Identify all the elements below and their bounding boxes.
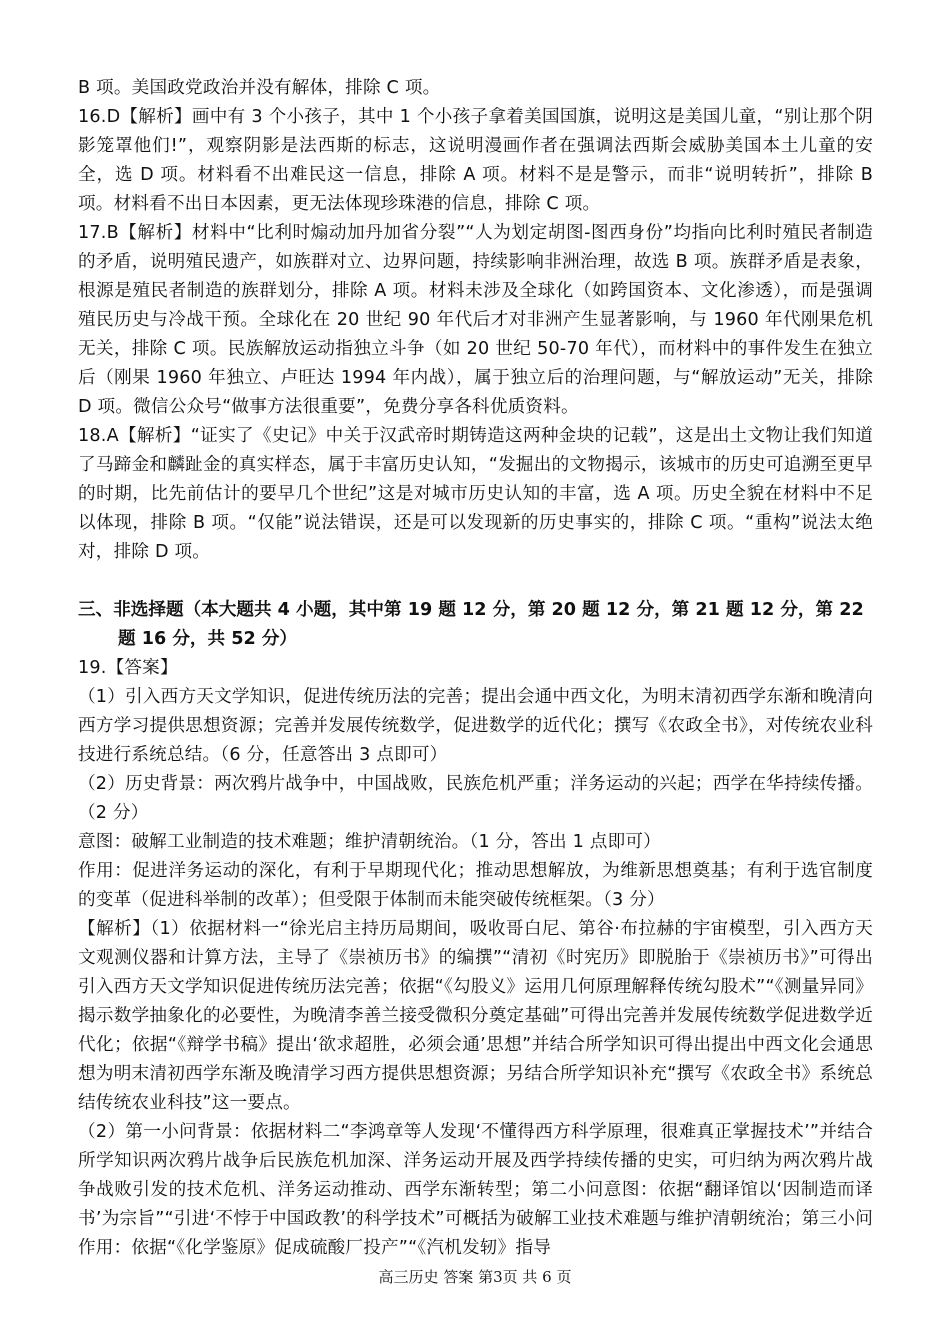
answer-18: 18.A【解析】“证实了《史记》中关于汉武帝时期铸造这两种金块的记载”，这是出土文物让我们知道了马蹄金和麟趾金的真实样态，属于丰富历史认知，“发掘出的文物揭示，该城市的历史可追溯至更早的时期，比先前估计的要早几个世纪”这是对城市历史认知的丰富，选 A 项。历史全貌在材料中不足以体现，排除 B 项。“仅能”说法错误，还是可以发现新的历史事实的，排除 C 项。“重构”说法太绝对，排除 D 项。 (78, 426, 873, 562)
paragraph-b-continuation: B 项。美国政党政治并没有解体，排除 C 项。 (78, 78, 441, 98)
analysis-19-part-1: 【解析】（1）依据材料一“徐光启主持历局期间，吸收哥白尼、第谷·布拉赫的宇宙模型，引入西方天文观测仪器和计算方法，主导了《崇祯历书》的编撰”“清初《时宪历》即脱胎于《崇祯历书》”可得出引入西方天文学知识促进传统历法完善；依据“《勾股义》运用几何原理解释传统勾股术”“《测量异同》揭示数学抽象化的必要性，为晚清李善兰接受微积分奠定基础”可得出完善并发展传统数学促进数学近代化；依据“《辩学书稿》提出‘欲求超胜，必须会通’思想”并结合所学知识可得出提出中西文化会通思想为明末清初西学东渐及晚清学习西方提供思想资源；另结合所学知识补充“撰写《农政全书》系统总结传统农业科技”这一要点。 (78, 919, 873, 1113)
answer-19-part-2-intent: 意图：破解工业制造的技术难题；维护清朝统治。（1 分，答出 1 点即可） (78, 832, 661, 852)
answer-19-heading: 19.【答案】 (78, 658, 178, 678)
analysis-19-part-2: （2）第一小问背景：依据材料二“李鸿章等人发现‘不懂得西方科学原理，很难真正掌握技术’”并结合所学知识两次鸦片战争后民族危机加深、洋务运动开展及西学持续传播的史实，可归纳为两次鸦片战争战败引发的技术危机、洋务运动推动、西学东渐转型；第二小问意图：依据“翻译馆以‘因制造而译书’为宗旨”“引进‘不悖于中国政教’的科学技术”可概括为破解工业技术难题与维护清朝统治；第三小问作用：依据“《化学鉴原》促成硫酸厂投产”“《汽机发轫》指导 (78, 1122, 873, 1258)
answer-19-part-1: （1）引入西方天文学知识，促进传统历法的完善；提出会通中西文化，为明末清初西学东渐和晚清向西方学习提供思想资源；完善并发展传统数学，促进数学的近代化；撰写《农政全书》，对传统农业科技进行系统总结。（6 分，任意答出 3 点即可） (78, 687, 873, 765)
answer-16: 16.D【解析】画中有 3 个小孩子，其中 1 个小孩子拿着美国国旗，说明这是美国儿童，“别让那个阴影笼罩他们!”，观察阴影是法西斯的标志，这说明漫画作者在强调法西斯会威胁美国本土儿童的安全，选 D 项。材料看不出难民这一信息，排除 A 项。材料不是是警示，而非“说明转折”，排除 B 项。材料看不出日本因素，更无法体现珍珠港的信息，排除 C 项。 (78, 107, 873, 214)
answer-19-part-2-background: （2）历史背景：两次鸦片战争中，中国战败，民族危机严重；洋务运动的兴起；西学在华持续传播。（2 分） (78, 774, 873, 823)
section-title: 三、非选择题（本大题共 4 小题，其中第 19 题 12 分，第 20 题 12 分，第 21 题 12 分，第 22 题 16 分，共 52 分） (78, 600, 864, 649)
document-body (78, 74, 873, 1263)
spacer (78, 567, 873, 596)
answer-19-part-2-effect: 作用：促进洋务运动的深化，有利于早期现代化；推动思想解放，为维新思想奠基；有利于选官制度的变革（促进科举制的改革）；但受限于体制而未能突破传统框架。（3 分） (78, 861, 873, 910)
page-footer: 高三历史 答案 第3页 共 6 页 (378, 1268, 572, 1286)
answer-17: 17.B【解析】材料中“比利时煽动加丹加省分裂”“人为划定胡图-图西身份”均指向比利时殖民者制造的矛盾，说明殖民遗产，如族群对立、边界问题，持续影响非洲治理，故选 B 项。族群矛盾是表象，根源是殖民者制造的族群划分，排除 A 项。材料未涉及全球化（如跨国资本、文化渗透），而是强调殖民历史与冷战干预。全球化在 20 世纪 90 年代后才对非洲产生显著影响，与 1960 年代刚果危机无关，排除 C 项。民族解放运动指独立斗争（如 20 世纪 50-70 年代），而材料中的事件发生在独立后（刚果 1960 年独立、卢旺达 1994 年内战），属于独立后的治理问题，与“解放运动”无关，排除 D 项。微信公众号“做事方法很重要”，免费分享各科优质资料。 (78, 223, 873, 417)
